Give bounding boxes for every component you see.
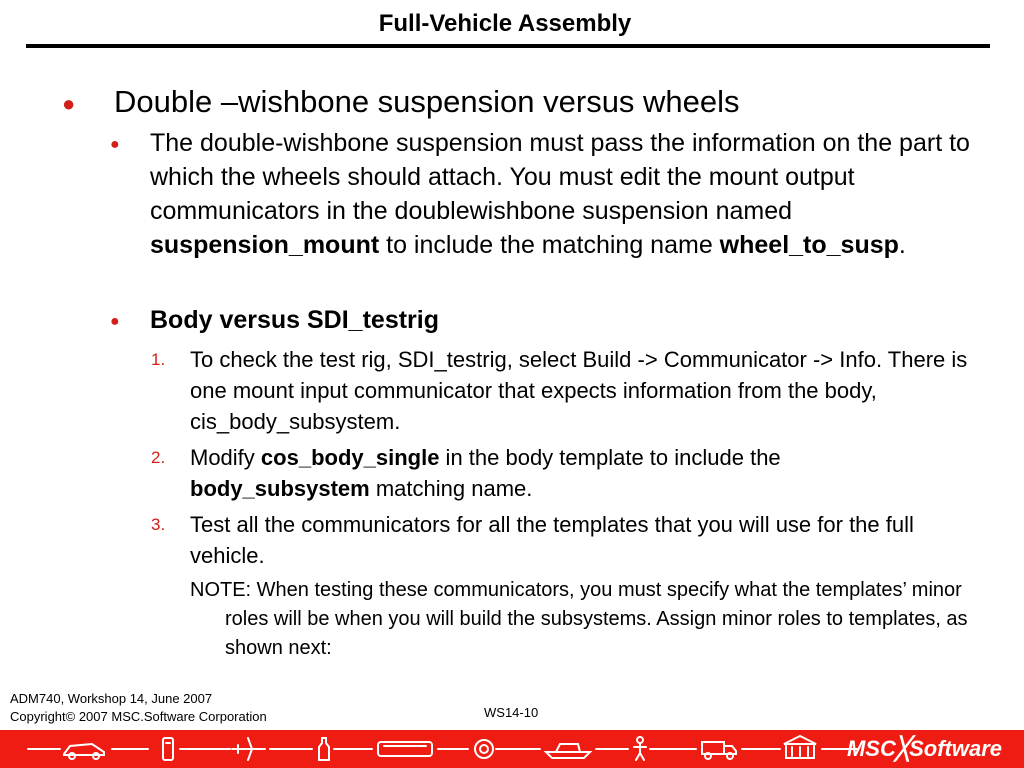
note-text: NOTE: When testing these communicators, you must specify what the templates’ minor roles will be when you will build the subsystems. Assign minor roles to templates, as shown next: xyxy=(190,579,968,659)
building-icon xyxy=(784,736,816,758)
step-bold: cos_body_single xyxy=(260,445,440,470)
item-double-wishbone xyxy=(150,126,980,262)
bullet-dot: ● xyxy=(110,313,120,330)
step-number: 2. xyxy=(151,448,166,467)
heading-bullet: Double –wishbone suspension versus wheels xyxy=(114,84,740,119)
footer-line-1: ADM740, Workshop 14, June 2007 xyxy=(10,691,213,706)
gear-icon xyxy=(475,740,493,758)
item-bold: suspension_mount xyxy=(150,231,380,259)
step-bold: body_subsystem xyxy=(190,476,370,501)
page-number: WS14-10 xyxy=(484,705,539,720)
step-number: 3. xyxy=(151,515,166,534)
step-3: Test all the communicators for all the templates that you will use for the full vehicle. xyxy=(190,512,914,568)
item-bold: wheel_to_susp xyxy=(719,231,899,259)
person-icon xyxy=(634,737,646,760)
item-text: The double-wishbone suspension must pass the information on the part to which the wheels should attach. You must edit the mount output communicators in the doublewishbone suspension named xyxy=(150,129,970,225)
ship-icon xyxy=(546,744,590,758)
step-text: in the body template to include the xyxy=(439,445,781,470)
footer-info xyxy=(10,690,267,726)
item-text: . xyxy=(898,231,906,259)
footer-bar xyxy=(0,730,1024,768)
footer-line-2: Copyright© 2007 MSC.Software Corporation xyxy=(10,709,267,724)
phone-icon xyxy=(163,738,173,760)
step-text: matching name. xyxy=(369,476,533,501)
step-2 xyxy=(190,442,910,504)
item-text: to include the matching name xyxy=(379,231,720,259)
msc-software-logo: MSC╳Software xyxy=(846,736,1002,761)
train-icon xyxy=(378,742,432,756)
footer-icon-strip xyxy=(0,730,870,768)
car-icon xyxy=(64,744,104,759)
bullet-dot: ● xyxy=(110,136,120,153)
airplane-icon xyxy=(232,738,265,760)
step-1: To check the test rig, SDI_testrig, select Build -> Communicator -> Info. There is one mount input communicator that expects information from the body, cis_body_subsystem. xyxy=(190,347,968,434)
step-text: Modify xyxy=(190,445,261,470)
title-rule xyxy=(26,44,990,48)
item-body-testrig: Body versus SDI_testrig xyxy=(150,306,439,334)
bottle-icon xyxy=(319,738,329,760)
truck-icon xyxy=(702,742,736,759)
bullet-dot: ● xyxy=(62,91,76,116)
step-number: 1. xyxy=(151,350,166,369)
slide-title: Full-Vehicle Assembly xyxy=(378,10,632,37)
